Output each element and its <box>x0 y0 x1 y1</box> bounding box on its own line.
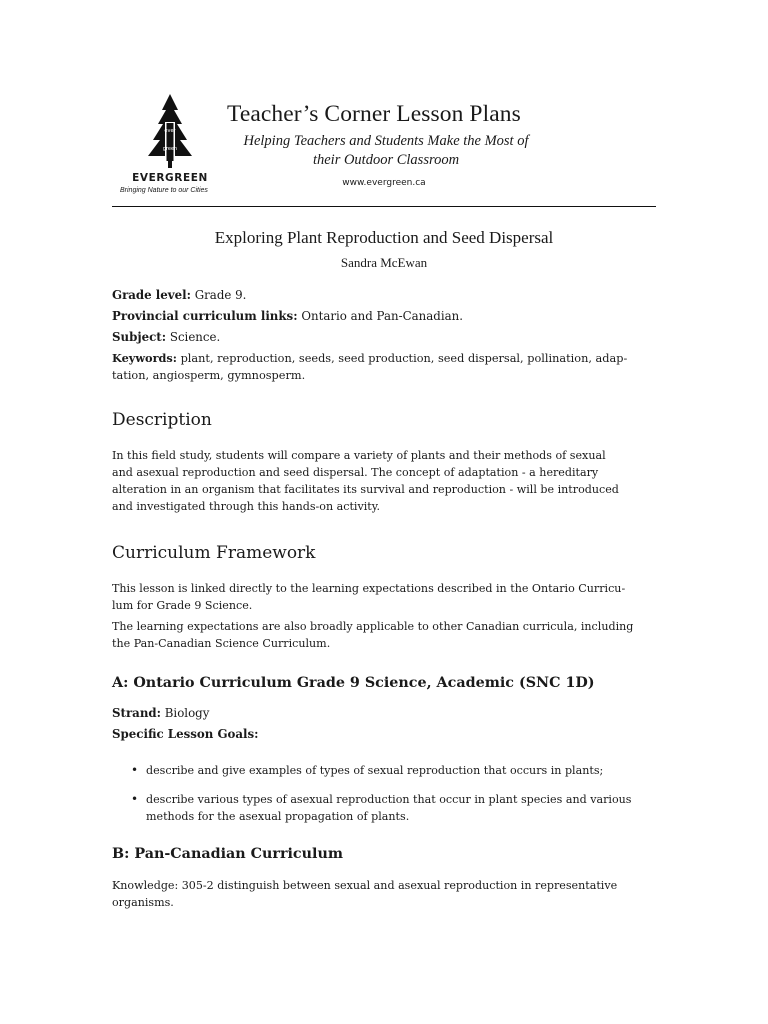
description-line: In this field study, students will compare a variety of plants and their methods of sexual <box>112 449 606 462</box>
curriculum-heading: Curriculum Framework <box>112 543 316 563</box>
tree-text-ever: ever <box>164 128 176 134</box>
logo-name: EVERGREEN <box>132 172 208 184</box>
header-divider <box>112 206 656 207</box>
document-author: Sandra McEwan <box>340 255 428 270</box>
header-subtitle <box>222 132 550 170</box>
curriculum-para1-line: lum for Grade 9 Science. <box>112 599 253 612</box>
header-url[interactable]: www.evergreen.ca <box>342 178 426 188</box>
meta-grade-value: Grade 9. <box>194 288 247 302</box>
section-a-heading: A: Ontario Curriculum Grade 9 Science, Academic (SNC 1D) <box>112 675 595 691</box>
description-line: and asexual reproduction and seed dispersal. The concept of adaptation - a hereditary <box>112 466 599 479</box>
description-heading: Description <box>112 410 212 430</box>
section-b-heading: B: Pan-Canadian Curriculum <box>112 846 343 862</box>
tree-icon <box>142 92 198 172</box>
strand-value: Biology <box>164 706 210 720</box>
meta-links <box>112 308 656 326</box>
lesson-goals-label: Specific Lesson Goals: <box>112 727 259 741</box>
document-title: Exploring Plant Reproduction and Seed Dispersal <box>214 228 554 247</box>
description-line: and investigated through this hands-on activity. <box>112 500 381 513</box>
description-line: alteration in an organism that facilitates its survival and reproduction - will be introduced <box>112 483 619 496</box>
meta-links-value: Ontario and Pan-Canadian. <box>301 309 463 323</box>
logo-tagline: Bringing Nature to our Cities <box>120 187 208 194</box>
meta-keywords-label: Keywords: <box>112 351 177 365</box>
lesson-goal-item: describe and give examples of types of sexual reproduction that occurs in plants; <box>146 764 604 777</box>
bullet-marker: • <box>131 763 139 777</box>
meta-subject-value: Science. <box>169 330 221 344</box>
section-b-line: organisms. <box>112 896 174 909</box>
meta-keywords <box>112 350 656 368</box>
meta-grade <box>112 287 656 305</box>
meta-keywords-line2: tation, angiosperm, gymnosperm. <box>112 369 306 382</box>
meta-subject-label: Subject: <box>112 330 167 344</box>
bullet-marker: • <box>131 792 139 806</box>
meta-keywords-line1: plant, reproduction, seeds, seed production, seed dispersal, pollination, adap- <box>180 352 628 365</box>
section-b-line: Knowledge: 305-2 distinguish between sexual and asexual reproduction in representative <box>112 879 618 892</box>
lesson-goal-item: describe various types of asexual reproduction that occur in plant species and various <box>146 793 632 806</box>
meta-links-label: Provincial curriculum links: <box>112 309 298 323</box>
meta-grade-label: Grade level: <box>112 288 191 302</box>
tree-text-green: green <box>162 146 178 152</box>
evergreen-logo <box>120 92 220 202</box>
header-subtitle-line1: Helping Teachers and Students Make the Most of <box>243 133 529 149</box>
curriculum-para2-line: the Pan-Canadian Science Curriculum. <box>112 637 331 650</box>
curriculum-para1-line: This lesson is linked directly to the learning expectations described in the Ontario Curricu- <box>112 582 626 595</box>
header-title: Teacher’s Corner Lesson Plans <box>227 101 521 127</box>
section-a-strand <box>112 705 656 723</box>
curriculum-para2-line: The learning expectations are also broadly applicable to other Canadian curricula, including <box>112 620 634 633</box>
meta-subject <box>112 329 656 347</box>
strand-label: Strand: <box>112 706 162 720</box>
lesson-goal-item-line2: methods for the asexual propagation of plants. <box>146 810 410 823</box>
header-subtitle-line2: their Outdoor Classroom <box>312 152 460 168</box>
